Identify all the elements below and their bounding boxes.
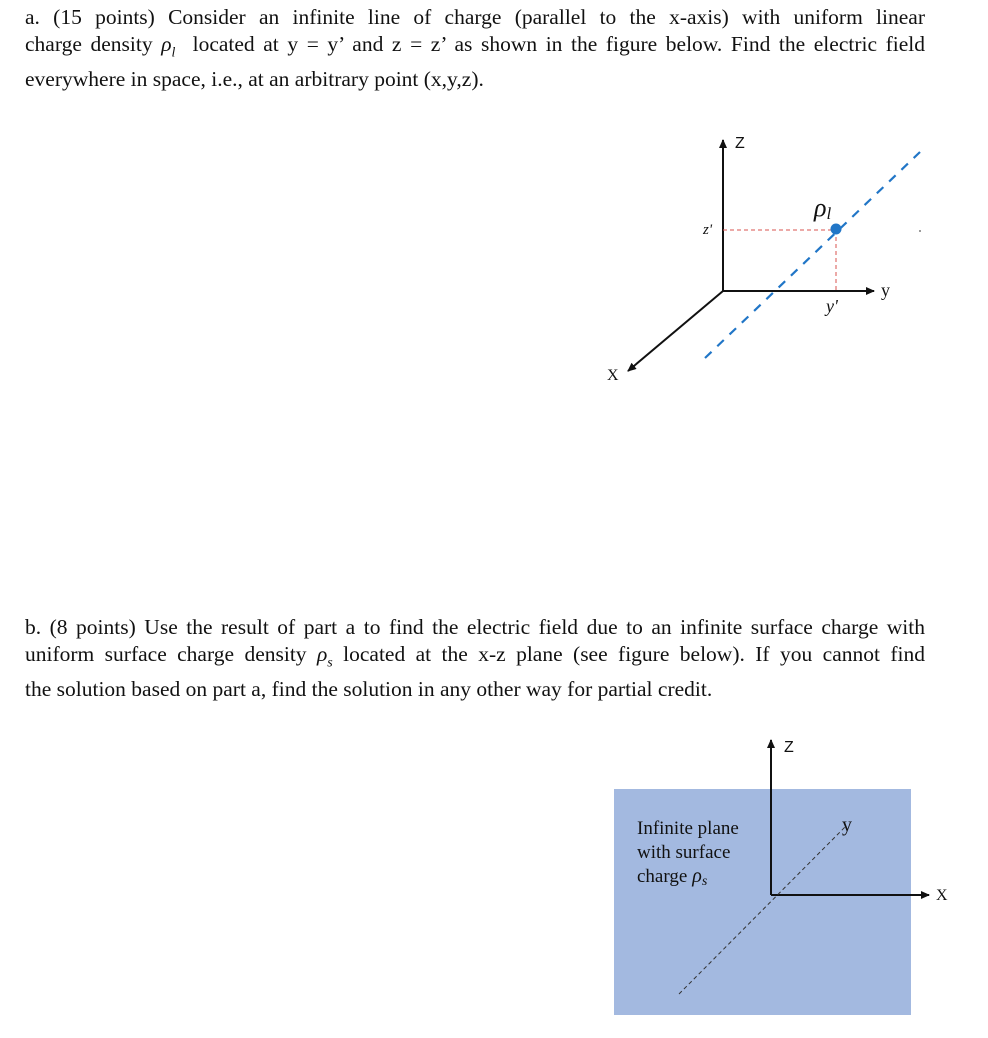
- fig-b-x-label: X: [936, 887, 948, 904]
- part-b-line-2-post: located at the x-z plane (see figure below). If you cannot find: [343, 642, 926, 666]
- part-a-line-2-pre: charge density: [25, 32, 153, 56]
- part-b-line-3: the solution based on part a, find the solution in any other way for partial credit.: [25, 677, 713, 702]
- fig-b-plane-label-1: Infinite plane: [637, 818, 739, 839]
- fig-a-rho-label: ρl: [814, 193, 832, 223]
- fig-a-x-label: X: [607, 367, 619, 384]
- rho-s-symbol: $\rho_s$: [316, 642, 333, 671]
- part-a-line-1: a. (15 points) Consider an infinite line of charge (parallel to the x-axis) with uniform linear: [25, 5, 925, 29]
- part-b-line-2-pre: uniform surface charge density: [25, 642, 307, 666]
- fig-a-y-label: y: [881, 280, 890, 300]
- fig-a-y-prime-label: y': [826, 296, 838, 316]
- part-a-line-2-post: located at y = y’ and z = z’ as shown in the figure below. Find the electric field: [192, 32, 925, 56]
- fig-b-y-label: y: [842, 814, 852, 836]
- fig-b-z-label: Z: [784, 739, 794, 756]
- fig-b-plane-label-3: charge ρs: [637, 865, 708, 889]
- part-b-line-1: b. (8 points) Use the result of part a to find the electric field due to an infinite surface charge with: [25, 615, 925, 639]
- fig-a-z-label: Z: [735, 135, 745, 152]
- part-a-line-3: everywhere in space, i.e., at an arbitrary point (x,y,z).: [25, 67, 484, 92]
- fig-a-z-prime-label: z': [703, 222, 713, 238]
- rho-l-symbol: $\rho_l$: [161, 32, 176, 61]
- fig-b-plane-label-2: with surface: [637, 842, 731, 863]
